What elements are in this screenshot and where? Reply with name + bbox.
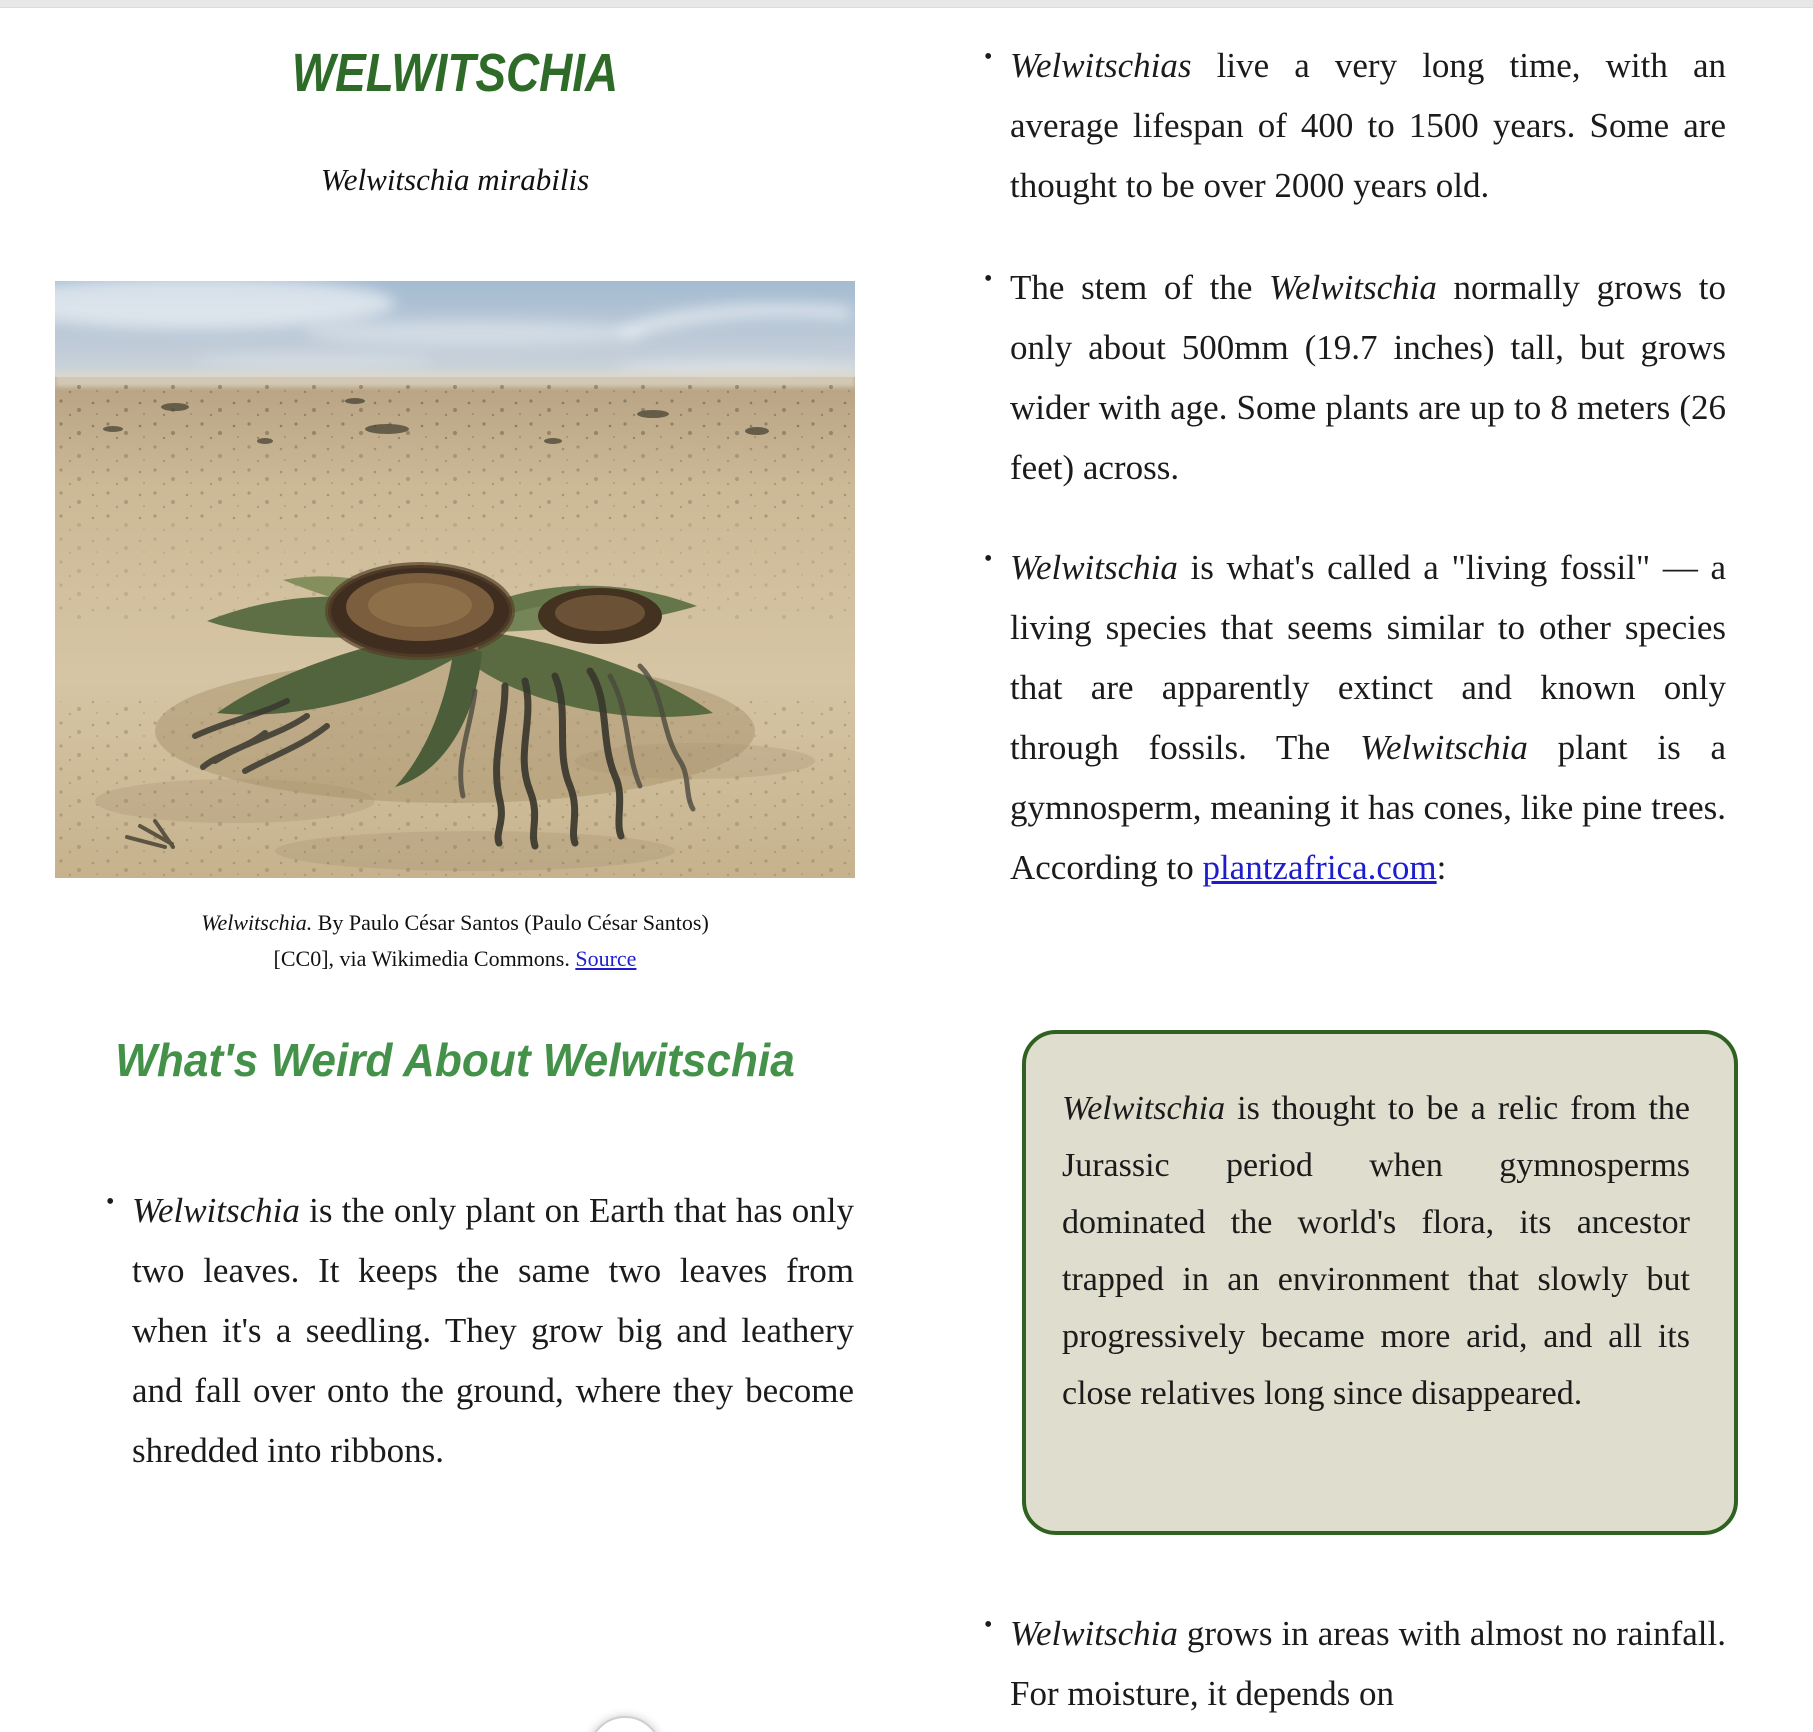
quote-box — [1022, 1030, 1738, 1535]
text-run: Welwitschias — [1010, 46, 1192, 85]
text-run: Welwitschia — [132, 1191, 300, 1230]
text-run: Welwitschia — [1010, 1614, 1178, 1653]
text-run: The stem of the — [1010, 268, 1270, 307]
left-column — [55, 0, 855, 1732]
plantzafrica-link[interactable]: plantzafrica.com — [1202, 848, 1437, 887]
text-run: plant is a gymnosperm, meaning it has cones, like pine trees. According to — [1010, 728, 1726, 887]
text-run: is what's called a "living fossil" — a living species that seems similar to other species that are apparently extinct and known only through fossils. The — [1010, 548, 1726, 767]
caption-source-link[interactable]: Source — [575, 946, 637, 971]
article-subtitle: Welwitschia mirabilis — [320, 162, 590, 197]
text-run: grows in areas with almost no rainfall. For moisture, it depends on — [1010, 1614, 1726, 1713]
photo-caption — [95, 905, 815, 977]
text-run: Welwitschia — [1010, 548, 1178, 587]
list-item-living-fossil — [1010, 538, 1726, 898]
list-item-stem-size — [1010, 258, 1726, 498]
text-run: [CC0], via Wikimedia Commons. — [273, 946, 576, 971]
list-item-lifespan — [1010, 36, 1726, 216]
list-item-two-leaves — [132, 1181, 854, 1481]
text-run: By Paulo César Santos (Paulo César Santos) — [312, 910, 709, 935]
welwitschia-photo-illustration — [55, 281, 855, 878]
list-item-rainfall — [1010, 1604, 1726, 1724]
text-run: is the only plant on Earth that has only two leaves. It keeps the same two leaves from when it's a seedling. They grow big and leathery and fall over onto the ground, where they become shredded into ribbons. — [132, 1191, 854, 1470]
right-column — [1010, 0, 1726, 1732]
text-run: Welwitschia — [1269, 268, 1437, 307]
text-run: Welwitschia. — [201, 910, 313, 935]
text-run: normally grows to only about 500mm (19.7 inches) tall, but grows wider with age. Some plants are up to 8 meters (26 feet) across. — [1010, 268, 1726, 487]
text-run: Welwitschia — [1360, 728, 1528, 767]
text-run: Welwitschia — [1062, 1090, 1226, 1127]
article-title: WELWITSCHIA — [291, 43, 619, 103]
text-run: live a very long time, with an average lifespan of 400 to 1500 years. Some are thought to be over 2000 years old. — [1010, 46, 1726, 205]
section-heading: What's Weird About Welwitschia — [115, 1034, 795, 1086]
welwitschia-photo — [55, 281, 855, 878]
text-run: : — [1436, 848, 1447, 887]
text-run: is thought to be a relic from the Jurassic period when gymnosperms dominated the world's flora, its ancestor trapped in an environment that slowly but progressively became more arid, and all its close relatives long since disappeared. — [1062, 1090, 1690, 1412]
